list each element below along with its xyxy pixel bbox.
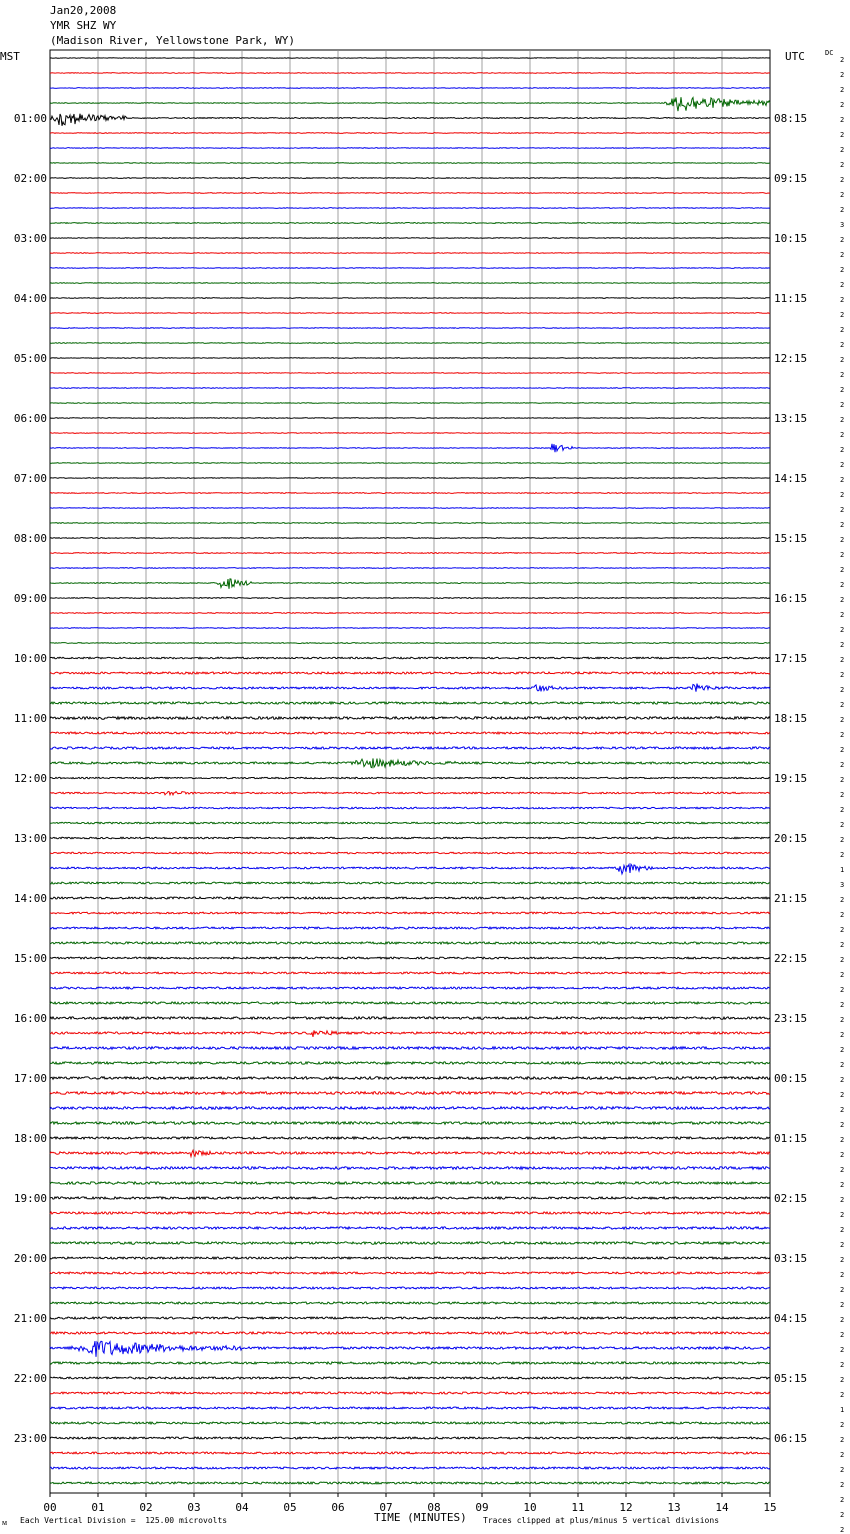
dc-offset-value: 2 xyxy=(840,1181,845,1189)
trace-line xyxy=(50,238,770,239)
dc-offset-value: 2 xyxy=(840,1031,845,1039)
x-axis-title: TIME (MINUTES) xyxy=(374,1511,467,1524)
utc-hour-label: 03:15 xyxy=(774,1252,808,1265)
trace-line xyxy=(50,957,770,959)
trace-line xyxy=(50,1287,770,1289)
mst-hour-label: 03:00 xyxy=(13,232,47,245)
dc-offset-value: 2 xyxy=(840,476,845,484)
dc-offset-value: 2 xyxy=(840,596,845,604)
trace-line xyxy=(50,163,770,164)
dc-offset-value: 2 xyxy=(840,776,845,784)
trace-line xyxy=(50,358,770,359)
dc-offset-value: 2 xyxy=(840,1061,845,1069)
dc-offset-value: 2 xyxy=(840,1481,845,1489)
dc-offset-value: 2 xyxy=(840,851,845,859)
x-tick-label: 04 xyxy=(235,1501,249,1514)
trace-line xyxy=(50,1341,770,1357)
left-timezone-label: MST xyxy=(0,50,20,63)
trace-line xyxy=(50,1272,770,1274)
utc-hour-label: 04:15 xyxy=(774,1312,808,1325)
dc-offset-value: 2 xyxy=(840,1196,845,1204)
dc-offset-value: 2 xyxy=(840,1106,845,1114)
dc-offset-value: 2 xyxy=(840,1121,845,1129)
dc-offset-value: 2 xyxy=(840,1241,845,1249)
utc-hour-label: 21:15 xyxy=(774,892,808,905)
trace-line xyxy=(50,148,770,149)
dc-offset-value: 2 xyxy=(840,1166,845,1174)
trace-line xyxy=(50,1077,770,1080)
dc-offset-value: 2 xyxy=(840,956,845,964)
trace-line xyxy=(50,478,770,479)
mst-hour-label: 16:00 xyxy=(13,1012,47,1025)
trace-line xyxy=(50,864,770,874)
x-tick-label: 13 xyxy=(667,1501,681,1514)
trace-line xyxy=(50,972,770,974)
dc-offset-value: 2 xyxy=(840,536,845,544)
dc-offset-value: 2 xyxy=(840,1361,845,1369)
trace-line xyxy=(50,418,770,419)
dc-offset-value: 2 xyxy=(840,1016,845,1024)
dc-offset-value: 2 xyxy=(840,641,845,649)
trace-line xyxy=(50,852,770,854)
dc-offset-value: 2 xyxy=(840,1466,845,1474)
trace-line xyxy=(50,1362,770,1364)
x-tick-label: 12 xyxy=(619,1501,633,1514)
trace-line xyxy=(50,613,770,614)
trace-line xyxy=(50,792,770,795)
trace-line xyxy=(50,912,770,914)
trace-line xyxy=(50,777,770,778)
dc-offset-value: 2 xyxy=(840,1286,845,1294)
dc-offset-value: 2 xyxy=(840,701,845,709)
mst-hour-label: 12:00 xyxy=(13,772,47,785)
dc-offset-value: 2 xyxy=(840,746,845,754)
trace-line xyxy=(50,942,770,944)
utc-hour-label: 10:15 xyxy=(774,232,808,245)
dc-offset-value: 2 xyxy=(840,326,845,334)
dc-offset-value: 2 xyxy=(840,896,845,904)
utc-hour-label: 00:15 xyxy=(774,1072,808,1085)
dc-offset-value: 2 xyxy=(840,821,845,829)
dc-offset-value: 2 xyxy=(840,176,845,184)
utc-hour-label: 19:15 xyxy=(774,772,808,785)
trace-line xyxy=(50,1407,770,1409)
dc-offset-value: 2 xyxy=(840,1421,845,1429)
trace-line xyxy=(50,702,770,704)
trace-line xyxy=(50,807,770,809)
dc-offset-value: 2 xyxy=(840,371,845,379)
mst-hour-label: 01:00 xyxy=(13,112,47,125)
trace-line xyxy=(50,672,770,674)
trace-line xyxy=(50,822,770,824)
mst-hour-label: 08:00 xyxy=(13,532,47,545)
trace-line xyxy=(50,208,770,209)
utc-hour-label: 06:15 xyxy=(774,1432,808,1445)
utc-hour-label: 15:15 xyxy=(774,532,808,545)
trace-line xyxy=(50,897,770,899)
trace-line xyxy=(50,1317,770,1319)
header-location: (Madison River, Yellowstone Park, WY) xyxy=(50,34,296,47)
x-tick-label: 03 xyxy=(187,1501,201,1514)
dc-offset-value: 2 xyxy=(840,911,845,919)
trace-line xyxy=(50,1122,770,1125)
dc-offset-value: 2 xyxy=(840,1316,845,1324)
trace-line xyxy=(50,579,770,589)
trace-line xyxy=(50,1047,770,1050)
trace-line xyxy=(50,253,770,254)
dc-offset-value: 2 xyxy=(840,686,845,694)
dc-offset-value: 2 xyxy=(840,1091,845,1099)
trace-line xyxy=(50,508,770,509)
trace-line xyxy=(50,444,770,452)
mst-hour-label: 17:00 xyxy=(13,1072,47,1085)
utc-hour-label: 01:15 xyxy=(774,1132,808,1145)
utc-hour-label: 02:15 xyxy=(774,1192,808,1205)
dc-offset-value: 2 xyxy=(840,1346,845,1354)
trace-line xyxy=(50,523,770,524)
dc-offset-value: 2 xyxy=(840,86,845,94)
trace-line xyxy=(50,568,770,569)
dc-offset-value: 2 xyxy=(840,416,845,424)
dc-offset-value: 2 xyxy=(840,1331,845,1339)
dc-offset-value: 2 xyxy=(840,1271,845,1279)
trace-line xyxy=(50,343,770,344)
x-tick-label: 07 xyxy=(379,1501,393,1514)
dc-label: DC xyxy=(825,49,834,57)
dc-offset-value: 2 xyxy=(840,791,845,799)
dc-offset-value: 2 xyxy=(840,1256,845,1264)
dc-offset-value: 2 xyxy=(840,1151,845,1159)
dc-offset-value: 2 xyxy=(840,986,845,994)
trace-line xyxy=(50,1467,770,1469)
header-station: YMR SHZ WY xyxy=(50,19,117,32)
dc-offset-value: 2 xyxy=(840,581,845,589)
dc-offset-value: 2 xyxy=(840,461,845,469)
dc-offset-value: 1 xyxy=(840,1406,845,1414)
trace-line xyxy=(50,328,770,329)
dc-offset-value: 2 xyxy=(840,626,845,634)
dc-offset-value: 2 xyxy=(840,281,845,289)
dc-offset-value: 2 xyxy=(840,431,845,439)
dc-offset-value: 2 xyxy=(840,941,845,949)
trace-line xyxy=(50,684,770,692)
dc-offset-value: 3 xyxy=(840,221,845,229)
corner-mark: ᴍ xyxy=(2,1518,8,1527)
dc-offset-value: 2 xyxy=(840,836,845,844)
trace-line xyxy=(50,388,770,389)
utc-hour-label: 22:15 xyxy=(774,952,808,965)
dc-offset-value: 2 xyxy=(840,1046,845,1054)
dc-offset-value: 2 xyxy=(840,146,845,154)
trace-line xyxy=(50,1392,770,1394)
trace-line xyxy=(50,223,770,224)
trace-line xyxy=(50,1452,770,1454)
dc-offset-value: 2 xyxy=(840,656,845,664)
dc-offset-value: 2 xyxy=(840,131,845,139)
trace-line xyxy=(50,643,770,644)
trace-line xyxy=(50,657,770,659)
right-timezone-label: UTC xyxy=(785,50,805,63)
trace-line xyxy=(50,732,770,734)
dc-offset-value: 2 xyxy=(840,101,845,109)
trace-line xyxy=(50,1242,770,1244)
x-tick-label: 11 xyxy=(571,1501,585,1514)
dc-offset-value: 1 xyxy=(840,866,845,874)
dc-offset-value: 2 xyxy=(840,206,845,214)
mst-hour-label: 13:00 xyxy=(13,832,47,845)
dc-offset-value: 2 xyxy=(840,251,845,259)
dc-offset-value: 2 xyxy=(840,716,845,724)
dc-offset-value: 2 xyxy=(840,311,845,319)
trace-line xyxy=(50,1030,770,1037)
trace-line xyxy=(50,88,770,89)
trace-line xyxy=(50,747,770,749)
dc-offset-value: 2 xyxy=(840,566,845,574)
dc-offset-value: 2 xyxy=(840,356,845,364)
dc-offset-value: 2 xyxy=(840,1211,845,1219)
utc-hour-label: 05:15 xyxy=(774,1372,808,1385)
utc-hour-label: 23:15 xyxy=(774,1012,808,1025)
x-tick-label: 01 xyxy=(91,1501,105,1514)
trace-line xyxy=(50,1150,770,1156)
mst-hour-label: 07:00 xyxy=(13,472,47,485)
trace-line xyxy=(50,403,770,404)
trace-line xyxy=(50,1167,770,1170)
dc-offset-value: 2 xyxy=(840,386,845,394)
dc-offset-value: 2 xyxy=(840,266,845,274)
trace-line xyxy=(50,882,770,884)
dc-offset-value: 2 xyxy=(840,671,845,679)
mst-hour-label: 21:00 xyxy=(13,1312,47,1325)
trace-line xyxy=(50,1182,770,1184)
x-tick-label: 14 xyxy=(715,1501,729,1514)
utc-hour-label: 17:15 xyxy=(774,652,808,665)
clip-note: Traces clipped at plus/minus 5 vertical divisions xyxy=(483,1516,720,1525)
mst-hour-label: 15:00 xyxy=(13,952,47,965)
trace-line xyxy=(50,313,770,314)
mst-hour-label: 06:00 xyxy=(13,412,47,425)
mst-hour-label: 19:00 xyxy=(13,1192,47,1205)
dc-offset-value: 2 xyxy=(840,506,845,514)
trace-line xyxy=(50,758,770,767)
trace-line xyxy=(50,1482,770,1484)
utc-hour-label: 11:15 xyxy=(774,292,808,305)
utc-hour-label: 16:15 xyxy=(774,592,808,605)
trace-line xyxy=(50,193,770,194)
mst-hour-label: 10:00 xyxy=(13,652,47,665)
dc-offset-value: 2 xyxy=(840,1436,845,1444)
dc-offset-value: 2 xyxy=(840,446,845,454)
trace-line xyxy=(50,1107,770,1110)
trace-line xyxy=(50,433,770,434)
trace-line xyxy=(50,1257,770,1259)
dc-offset-value: 2 xyxy=(840,521,845,529)
x-tick-label: 08 xyxy=(427,1501,441,1514)
dc-offset-value: 2 xyxy=(840,341,845,349)
x-tick-label: 00 xyxy=(43,1501,57,1514)
dc-offset-value: 2 xyxy=(840,236,845,244)
trace-line xyxy=(50,1437,770,1439)
dc-offset-value: 2 xyxy=(840,56,845,64)
trace-line xyxy=(50,283,770,284)
dc-offset-value: 2 xyxy=(840,1526,845,1534)
utc-hour-label: 12:15 xyxy=(774,352,808,365)
utc-hour-label: 14:15 xyxy=(774,472,808,485)
x-tick-label: 05 xyxy=(283,1501,297,1514)
trace-line xyxy=(50,373,770,374)
trace-line xyxy=(50,1002,770,1004)
dc-offset-value: 2 xyxy=(840,116,845,124)
dc-offset-value: 2 xyxy=(840,1076,845,1084)
dc-offset-value: 3 xyxy=(840,881,845,889)
dc-offset-value: 2 xyxy=(840,401,845,409)
trace-line xyxy=(50,114,770,126)
trace-line xyxy=(50,1137,770,1139)
dc-offset-value: 2 xyxy=(840,971,845,979)
dc-offset-value: 2 xyxy=(840,1376,845,1384)
x-tick-label: 06 xyxy=(331,1501,345,1514)
mst-hour-label: 05:00 xyxy=(13,352,47,365)
trace-line xyxy=(50,1017,770,1019)
utc-hour-label: 13:15 xyxy=(774,412,808,425)
trace-line xyxy=(50,1332,770,1334)
x-tick-label: 15 xyxy=(763,1501,777,1514)
trace-line xyxy=(50,58,770,59)
dc-offset-value: 2 xyxy=(840,611,845,619)
mst-hour-label: 18:00 xyxy=(13,1132,47,1145)
dc-offset-value: 2 xyxy=(840,191,845,199)
dc-offset-value: 2 xyxy=(840,1451,845,1459)
trace-line xyxy=(50,1197,770,1199)
trace-line xyxy=(50,268,770,269)
trace-line xyxy=(50,1062,770,1064)
trace-line xyxy=(50,1092,770,1095)
dc-offset-value: 2 xyxy=(840,1136,845,1144)
mst-hour-label: 20:00 xyxy=(13,1252,47,1265)
trace-line xyxy=(50,628,770,629)
trace-line xyxy=(50,1422,770,1424)
utc-hour-label: 08:15 xyxy=(774,112,808,125)
dc-offset-value: 2 xyxy=(840,1301,845,1309)
x-tick-label: 09 xyxy=(475,1501,489,1514)
trace-line xyxy=(50,987,770,989)
trace-line xyxy=(50,598,770,599)
trace-line xyxy=(50,927,770,929)
trace-line xyxy=(50,1377,770,1379)
trace-line xyxy=(50,97,770,111)
dc-offset-value: 2 xyxy=(840,296,845,304)
mst-hour-label: 23:00 xyxy=(13,1432,47,1445)
utc-hour-label: 18:15 xyxy=(774,712,808,725)
dc-offset-value: 2 xyxy=(840,926,845,934)
utc-hour-label: 20:15 xyxy=(774,832,808,845)
mst-hour-label: 11:00 xyxy=(13,712,47,725)
trace-line xyxy=(50,298,770,299)
dc-offset-value: 2 xyxy=(840,806,845,814)
dc-offset-value: 2 xyxy=(840,1496,845,1504)
dc-offset-value: 2 xyxy=(840,551,845,559)
trace-line xyxy=(50,133,770,134)
dc-offset-value: 2 xyxy=(840,1226,845,1234)
trace-line xyxy=(50,493,770,494)
trace-line xyxy=(50,717,770,720)
mst-hour-label: 09:00 xyxy=(13,592,47,605)
trace-line xyxy=(50,837,770,839)
mst-hour-label: 14:00 xyxy=(13,892,47,905)
trace-line xyxy=(50,73,770,74)
header-date: Jan20,2008 xyxy=(50,4,117,17)
x-tick-label: 10 xyxy=(523,1501,537,1514)
trace-line xyxy=(50,1302,770,1304)
x-tick-label: 02 xyxy=(139,1501,153,1514)
dc-offset-value: 2 xyxy=(840,731,845,739)
dc-offset-value: 2 xyxy=(840,161,845,169)
dc-offset-value: 2 xyxy=(840,491,845,499)
trace-line xyxy=(50,178,770,179)
trace-line xyxy=(50,538,770,539)
dc-offset-value: 2 xyxy=(840,1391,845,1399)
dc-offset-value: 2 xyxy=(840,71,845,79)
mst-hour-label: 04:00 xyxy=(13,292,47,305)
trace-line xyxy=(50,1212,770,1214)
dc-offset-value: 2 xyxy=(840,1001,845,1009)
trace-line xyxy=(50,553,770,554)
mst-hour-label: 22:00 xyxy=(13,1372,47,1385)
trace-line xyxy=(50,463,770,464)
dc-offset-value: 2 xyxy=(840,1511,845,1519)
scale-note: Each Vertical Division = 125.00 microvolts xyxy=(20,1516,228,1525)
dc-offset-value: 2 xyxy=(840,761,845,769)
mst-hour-label: 02:00 xyxy=(13,172,47,185)
utc-hour-label: 09:15 xyxy=(774,172,808,185)
trace-line xyxy=(50,1227,770,1229)
plot-frame xyxy=(50,50,770,1493)
